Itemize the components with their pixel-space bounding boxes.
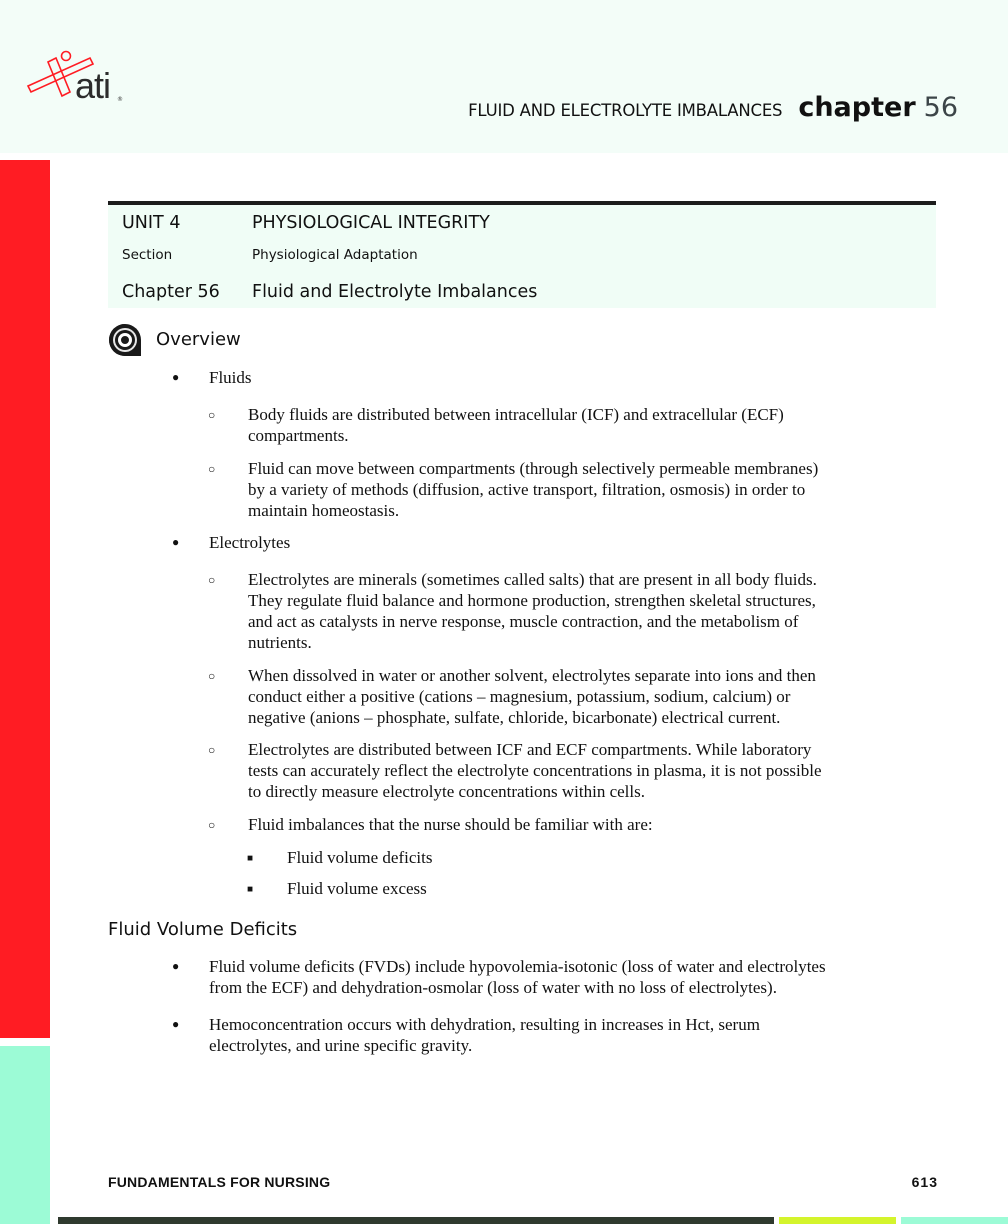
bullet-dot-icon: ●: [172, 1017, 180, 1031]
overview-heading: Overview: [156, 329, 241, 350]
chapter-value: Fluid and Electrolyte Imbalances: [252, 282, 538, 302]
section-label: Section: [122, 247, 173, 263]
text-line: nutrients.: [248, 633, 312, 652]
text-line: compartments.: [248, 426, 349, 445]
text-line: negative (anions – phosphate, sulfate, chloride, bicarbonate) electrical current.: [248, 708, 781, 727]
bullet-item: [172, 367, 252, 388]
text-line: Body fluids are distributed between intracellular (ICF) and extracellular (ECF): [248, 405, 784, 424]
footer-bar-mint: [901, 1217, 1008, 1224]
sub-sub-bullet-item: [247, 878, 427, 899]
text-line: Hemoconcentration occurs with dehydration, resulting in increases in Hct, serum: [209, 1015, 760, 1034]
chapter-word: chapter: [798, 92, 916, 123]
text-line: Electrolytes are minerals (sometimes called salts) that are present in all body fluids.: [248, 570, 817, 589]
chapter-number: 56: [923, 92, 958, 123]
bullet-circle-icon: ○: [208, 669, 216, 683]
bullet-square-icon: ■: [247, 853, 254, 864]
unit-info-box: [108, 201, 936, 308]
text-line: Electrolytes are distributed between ICF and ECF compartments. While laboratory: [248, 740, 812, 759]
unit-row: [122, 213, 490, 233]
bullet-circle-icon: ○: [208, 462, 216, 476]
footer-bar-lime: [779, 1217, 896, 1224]
text-line: Fluid imbalances that the nurse should be familiar with are:: [248, 815, 653, 834]
bullet-circle-icon: ○: [208, 573, 216, 587]
section-row: [122, 247, 418, 263]
bullet-text: Fluid volume excess: [287, 879, 427, 898]
text-line: from the ECF) and dehydration-osmolar (loss of water with no loss of electrolytes).: [209, 978, 777, 997]
bullet-square-icon: ■: [247, 884, 254, 895]
logo-text: ati: [75, 65, 111, 106]
sub-bullet-item: [208, 814, 923, 835]
bullet-item: [172, 532, 291, 553]
sub-sub-bullet-item: [247, 847, 433, 868]
bullet-text: Fluids: [209, 368, 252, 387]
header-band: [0, 0, 1008, 153]
bullet-dot-icon: ●: [172, 959, 180, 973]
unit-value: PHYSIOLOGICAL INTEGRITY: [252, 213, 490, 233]
bullet-text: Fluid volume deficits: [287, 848, 433, 867]
footer-book-title: FUNDAMENTALS FOR NURSING: [108, 1174, 331, 1190]
sub-bullet-item: [208, 739, 923, 802]
text-line: Fluid volume deficits (FVDs) include hypovolemia-isotonic (loss of water and electrolytes: [209, 957, 826, 976]
text-line: tests can accurately reflect the electrolyte concentrations in plasma, it is not possible: [248, 761, 822, 780]
bullet-dot-icon: ●: [172, 535, 180, 549]
bullet-item: [172, 1014, 924, 1056]
text-line: When dissolved in water or another solvent, electrolytes separate into ions and then: [248, 666, 816, 685]
side-bar-red: [0, 160, 50, 1038]
section-value: Physiological Adaptation: [252, 247, 418, 263]
running-title: FLUID AND ELECTROLYTE IMBALANCES: [468, 101, 783, 120]
bullet-text: Electrolytes: [209, 533, 291, 552]
chapter-row: [122, 282, 537, 302]
side-bar-mint: [0, 1046, 50, 1224]
overview-icon: [107, 322, 143, 358]
unit-label: UNIT 4: [122, 213, 181, 233]
section-heading-fvd: Fluid Volume Deficits: [108, 919, 298, 940]
chapter-tag: [798, 92, 958, 123]
chapter-label: Chapter 56: [122, 282, 220, 302]
text-line: conduct either a positive (cations – magnesium, potassium, sodium, calcium) or: [248, 687, 791, 706]
text-line: They regulate fluid balance and hormone production, strengthen skeletal structures,: [248, 591, 816, 610]
page-number: 613: [911, 1174, 938, 1190]
text-line: Fluid can move between compartments (through selectively permeable membranes): [248, 459, 819, 478]
running-head: [468, 92, 958, 123]
sub-bullet-item: [208, 404, 923, 446]
text-line: and act as catalysts in nerve response, muscle contraction, and the metabolism of: [248, 612, 799, 631]
sub-bullet-item: [208, 569, 923, 653]
bullet-dot-icon: ●: [172, 370, 180, 384]
text-line: maintain homeostasis.: [248, 501, 400, 520]
bullet-circle-icon: ○: [208, 818, 216, 832]
logo-registered-mark: ®: [117, 96, 123, 103]
text-line: by a variety of methods (diffusion, active transport, filtration, osmosis) in order to: [248, 480, 806, 499]
text-line: to directly measure electrolyte concentrations within cells.: [248, 782, 645, 801]
bullet-circle-icon: ○: [208, 408, 216, 422]
sub-bullet-item: [208, 458, 923, 521]
text-line: electrolytes, and urine specific gravity.: [209, 1036, 473, 1055]
bullet-item: [172, 956, 924, 998]
bullet-circle-icon: ○: [208, 743, 216, 757]
footer-bar-dark: [58, 1217, 774, 1224]
sub-bullet-item: [208, 665, 923, 728]
